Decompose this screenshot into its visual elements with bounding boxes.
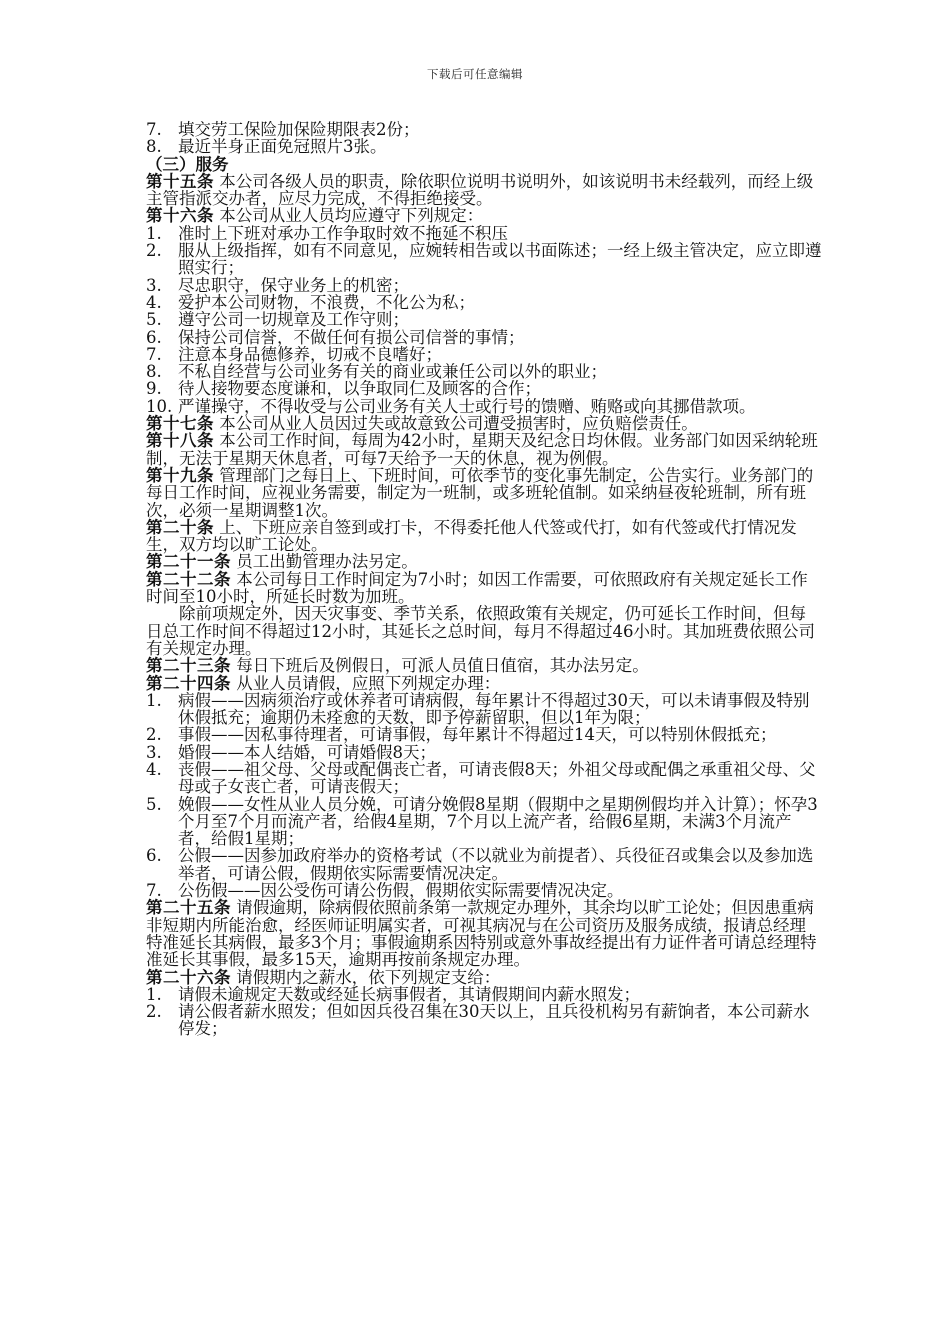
article-label: 第十九条: [146, 465, 214, 485]
item-number: 1.: [146, 223, 162, 243]
article-18: [146, 432, 822, 467]
article-label: 第十八条: [146, 431, 214, 451]
item-text: 丧假——祖父母、父母或配偶丧亡者，可请丧假8天；外祖父母或配偶之承重祖父母、父母或子女丧亡者，可请丧假天；: [178, 759, 816, 797]
item-text: 遵守公司一切规章及工作守则；: [178, 310, 409, 330]
article-label: 第二十一条: [146, 552, 231, 572]
item-text: 服从上级指挥，如有不同意见，应婉转相告或以书面陈述；一经上级主管决定，应立即遵照实行；: [178, 241, 822, 278]
item-text: 待人接物要态度谦和，以争取同仁及顾客的合作；: [178, 379, 541, 399]
item-number: 2.: [146, 241, 162, 261]
item-text: 病假——因病须治疗或休养者可请病假，每年累计不得超过30天，可以未请事假及特别休假抵充；逾期仍未痊愈的天数，即予停薪留职，但以1年为限；: [178, 690, 810, 728]
article-25: [146, 899, 822, 968]
item-text: 请假未逾规定天数或经延长病事假者，其请假期间内薪水照发；: [178, 984, 640, 1004]
list-item: [146, 311, 822, 328]
list-item: [146, 346, 822, 363]
item-text: 尽忠职守，保守业务上的机密；: [178, 275, 409, 295]
article-24: [146, 675, 822, 692]
item-number: 5.: [146, 310, 162, 330]
list-item: [146, 761, 822, 796]
list-item: [146, 329, 822, 346]
item-text: 准时上下班对承办工作争取时效不拖延不积压: [178, 223, 508, 243]
article-text: 本公司从业人员均应遵守下列规定：: [214, 206, 484, 226]
page-header-note: 下载后可任意编辑: [427, 67, 523, 81]
item-text: 严谨操守，不得收受与公司业务有关人士或行号的馈赠、贿赂或向其挪借款项。: [178, 396, 756, 416]
article-23: [146, 657, 822, 674]
article-label: 第二十六条: [146, 967, 231, 987]
article-text: 请假逾期，除病假依照前条第一款规定办理外，其余均以旷工论处；但因患重病非短期内所能治愈，经医师证明属实者，可视其病况与在公司资历及服务成绩，报请总经理特准延长其病假，最多3个月；事假逾期系因特别或意外事故经提出有力证件者可请总经理特准延长其事假，最多15天，逾期再按前条规定办理。: [146, 898, 817, 970]
item-number: 8.: [146, 137, 162, 157]
list-item: [146, 121, 822, 138]
list-item: [146, 277, 822, 294]
item-number: 10.: [146, 396, 173, 416]
article-label: 第二十三条: [146, 656, 231, 676]
item-text: 请公假者薪水照发；但如因兵役召集在30天以上，且兵役机构另有薪饷者，本公司薪水停发；: [178, 1002, 810, 1039]
item-number: 7.: [146, 120, 162, 139]
list-item: [146, 398, 822, 415]
list-item: [146, 242, 822, 277]
article-label: 第十六条: [146, 206, 214, 226]
item-number: 4.: [146, 292, 162, 312]
article-label: 第二十条: [146, 517, 214, 537]
article-label: 第二十二条: [146, 569, 231, 589]
item-text: 注意本身品德修养，切戒不良嗜好；: [178, 344, 442, 364]
list-item: [146, 692, 822, 727]
list-item: [146, 882, 822, 899]
article-15: [146, 173, 822, 208]
list-item: [146, 796, 822, 848]
item-number: 7.: [146, 881, 162, 901]
article-20: [146, 519, 822, 554]
article-label: 第十五条: [146, 171, 214, 191]
article-26: [146, 969, 822, 986]
document-body: [146, 121, 822, 1038]
item-text: 公伤假——因公受伤可请公伤假，假期依实际需要情况决定。: [178, 881, 624, 901]
list-item: [146, 380, 822, 397]
article-label: 第二十五条: [146, 898, 231, 918]
article-text: 本公司工作时间，每周为42小时，星期天及纪念日均休假。业务部门如因采纳轮班制，无法于星期天休息者，可每7天给予一天的休息，视为例假。: [146, 431, 818, 468]
article-text: 管理部门之每日上、下班时间，可依季节的变化事先制定，公告实行。业务部门的每日工作时间，应视业务需要，制定为一班制，或多班轮值制。如采纳昼夜轮班制，所有班次，必须一星期调整1次。: [146, 465, 814, 520]
item-number: 1.: [146, 984, 162, 1004]
item-number: 4.: [146, 759, 162, 779]
article-label: 第十七条: [146, 414, 214, 434]
item-number: 2.: [146, 725, 162, 745]
list-item: [146, 847, 822, 882]
item-number: 3.: [146, 742, 162, 762]
item-text: 最近半身正面免冠照片3张。: [178, 137, 387, 157]
article-19: [146, 467, 822, 519]
article-text: 员工出勤管理办法另定。: [231, 552, 418, 572]
list-item: [146, 726, 822, 743]
article-text: 请假期内之薪水，依下列规定支给：: [231, 967, 501, 987]
item-number: 1.: [146, 690, 162, 710]
article-22-paragraph: 除前项规定外，因天灾事变、季节关系，依照政策有关规定，仍可延长工作时间，但每日总工作时间不得超过12小时，其延长之总时间，每月不得超过46小时。其加班费依照公司有关规定办理。: [146, 604, 815, 658]
article-text: 上、下班应亲自签到或打卡，不得委托他人代签或代打，如有代签或代打情况发生，双方均以旷工论处。: [146, 517, 797, 555]
article-22: [146, 571, 822, 606]
item-text: 公假——因参加政府举办的资格考试（不以就业为前提者）、兵役征召或集会以及参加选举者，可请公假，假期依实际需要情况决定。: [178, 846, 814, 883]
article-17: [146, 415, 822, 432]
article-text: 本公司每日工作时间定为7小时；如因工作需要，可依照政府有关规定延长工作时间至10小时，所延长时数为加班。: [146, 569, 808, 607]
list-item: [146, 744, 822, 761]
item-number: 8.: [146, 362, 162, 382]
article-label: 第二十四条: [146, 673, 231, 693]
item-text: 娩假——女性从业人员分娩，可请分娩假8星期（假期中之星期例假均并入计算）；怀孕3个月至7个月而流产者，给假4星期，7个月以上流产者，给假6星期，未满3个月流产者，给假1星期；: [178, 794, 818, 849]
item-number: 2.: [146, 1002, 162, 1022]
list-item: [146, 138, 822, 155]
list-item: [146, 986, 822, 1003]
article-text: 每日下班后及例假日，可派人员值日值宿，其办法另定。: [231, 656, 649, 676]
item-number: 5.: [146, 794, 162, 814]
article-21: [146, 553, 822, 570]
item-text: 爱护本公司财物，不浪费，不化公为私；: [178, 292, 475, 312]
item-text: 婚假——本人结婚，可请婚假8天；: [178, 742, 436, 762]
article-text: 从业人员请假，应照下列规定办理：: [231, 673, 501, 693]
list-item: [146, 225, 822, 242]
article-16: [146, 207, 822, 224]
item-text: 不私自经营与公司业务有关的商业或兼任公司以外的职业；: [178, 362, 607, 382]
item-number: 7.: [146, 344, 162, 364]
item-number: 6.: [146, 327, 162, 347]
item-number: 9.: [146, 379, 162, 399]
item-number: 6.: [146, 846, 162, 866]
item-text: 填交劳工保险加保险期限表2份；: [178, 120, 420, 139]
item-text: 事假——因私事待理者，可请事假，每年累计不得超过14天，可以特别休假抵充；: [178, 725, 777, 745]
list-item: [146, 294, 822, 311]
section-heading: （三）服务: [146, 154, 229, 174]
article-text: 本公司从业人员因过失或故意致公司遭受损害时，应负赔偿责任。: [214, 414, 698, 434]
list-item: [146, 363, 822, 380]
item-text: 保持公司信誉，不做任何有损公司信誉的事情；: [178, 327, 525, 347]
item-number: 3.: [146, 275, 162, 295]
article-text: 本公司各级人员的职责，除依职位说明书说明外，如该说明书未经载列，而经上级主管指派交办者，应尽力完成，不得拒绝接受。: [146, 171, 814, 209]
list-item: [146, 1003, 822, 1038]
